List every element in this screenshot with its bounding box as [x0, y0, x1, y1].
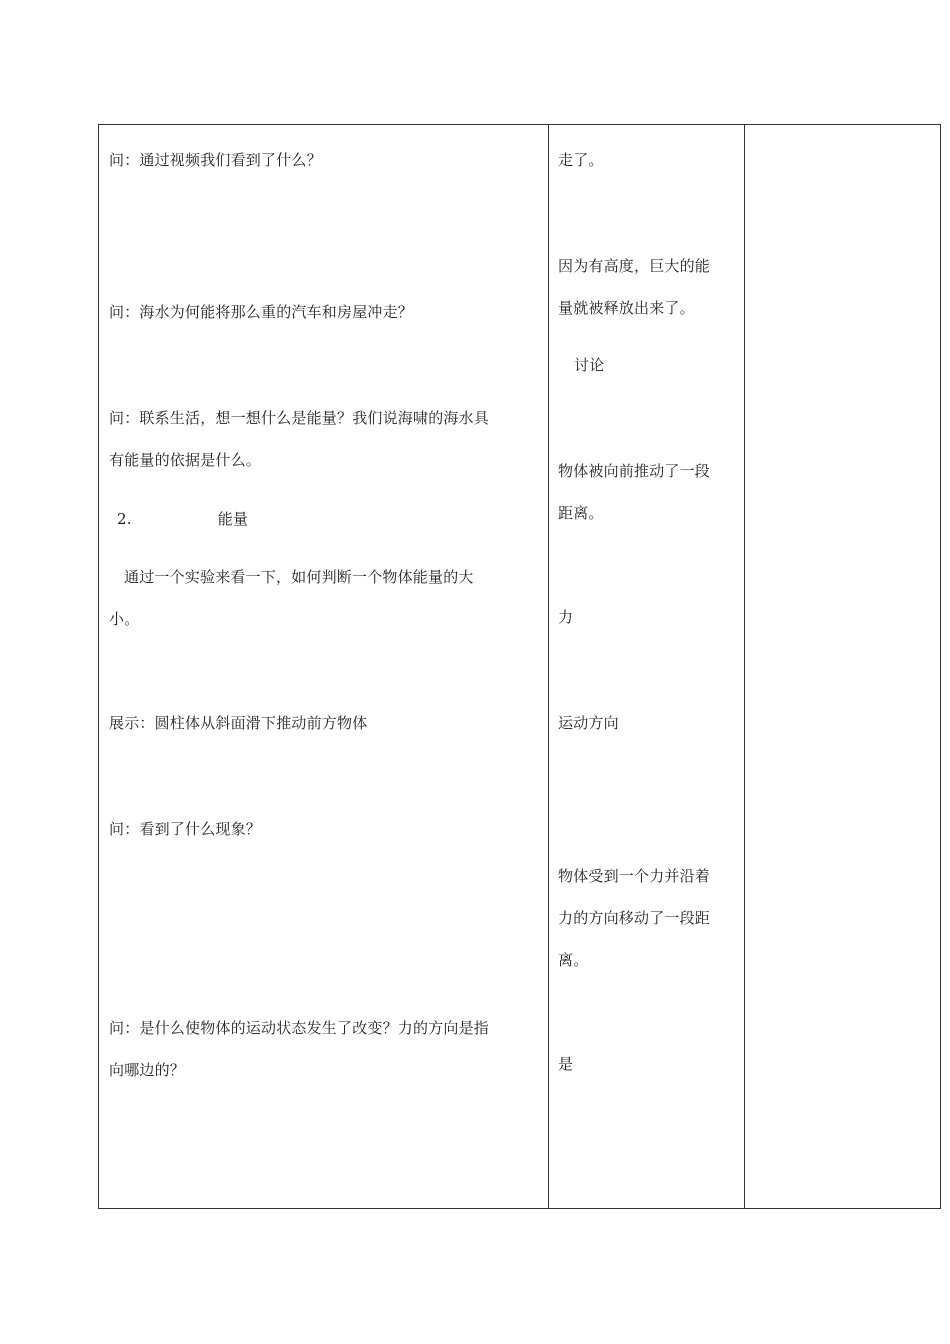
question-video: 问：通过视频我们看到了什么？: [109, 151, 322, 169]
demonstration-text: 展示：圆柱体从斜面滑下推动前方物体: [109, 714, 368, 732]
answer-moved-line3: 离。: [558, 951, 589, 969]
answer-pushed-line1: 物体被向前推动了一段: [558, 462, 711, 480]
question-energy-line2: 有能量的依据是什么。: [109, 451, 262, 469]
question-force-line1: 问：是什么使物体的运动状态发生了改变？力的方向是指: [109, 1019, 490, 1037]
section-number: 2.: [117, 510, 132, 528]
question-force-line2: 向哪边的？: [109, 1061, 186, 1079]
section-heading: [117, 498, 248, 540]
answer-walked-away: 走了。: [558, 151, 604, 169]
answer-yes: 是: [558, 1055, 574, 1073]
lesson-table: [98, 124, 941, 1209]
answer-height-line1: 因为有高度，巨大的能: [558, 257, 711, 275]
answer-discussion: 讨论: [574, 356, 605, 374]
section-title: 能量: [217, 510, 249, 528]
answer-direction: 运动方向: [558, 714, 619, 732]
experiment-intro-line1: 通过一个实验来看一下，如何判断一个物体能量的大: [124, 568, 474, 586]
answer-moved-line1: 物体受到一个力并沿着: [558, 867, 711, 885]
answer-pushed-line2: 距离。: [558, 504, 604, 522]
student-activity-cell: [549, 125, 744, 1208]
question-seawater: 问：海水为何能将那么重的汽车和房屋冲走？: [109, 303, 414, 321]
teacher-activity-cell: [99, 125, 548, 1208]
question-energy-line1: 问：联系生活，想一想什么是能量？我们说海啸的海水具: [109, 409, 490, 427]
experiment-intro-line2: 小。: [109, 610, 140, 628]
answer-moved-line2: 力的方向移动了一段距: [558, 909, 711, 927]
notes-cell: [745, 125, 940, 1208]
answer-force: 力: [558, 608, 574, 626]
question-phenomenon: 问：看到了什么现象？: [109, 820, 262, 838]
answer-height-line2: 量就被释放出来了。: [558, 299, 695, 317]
